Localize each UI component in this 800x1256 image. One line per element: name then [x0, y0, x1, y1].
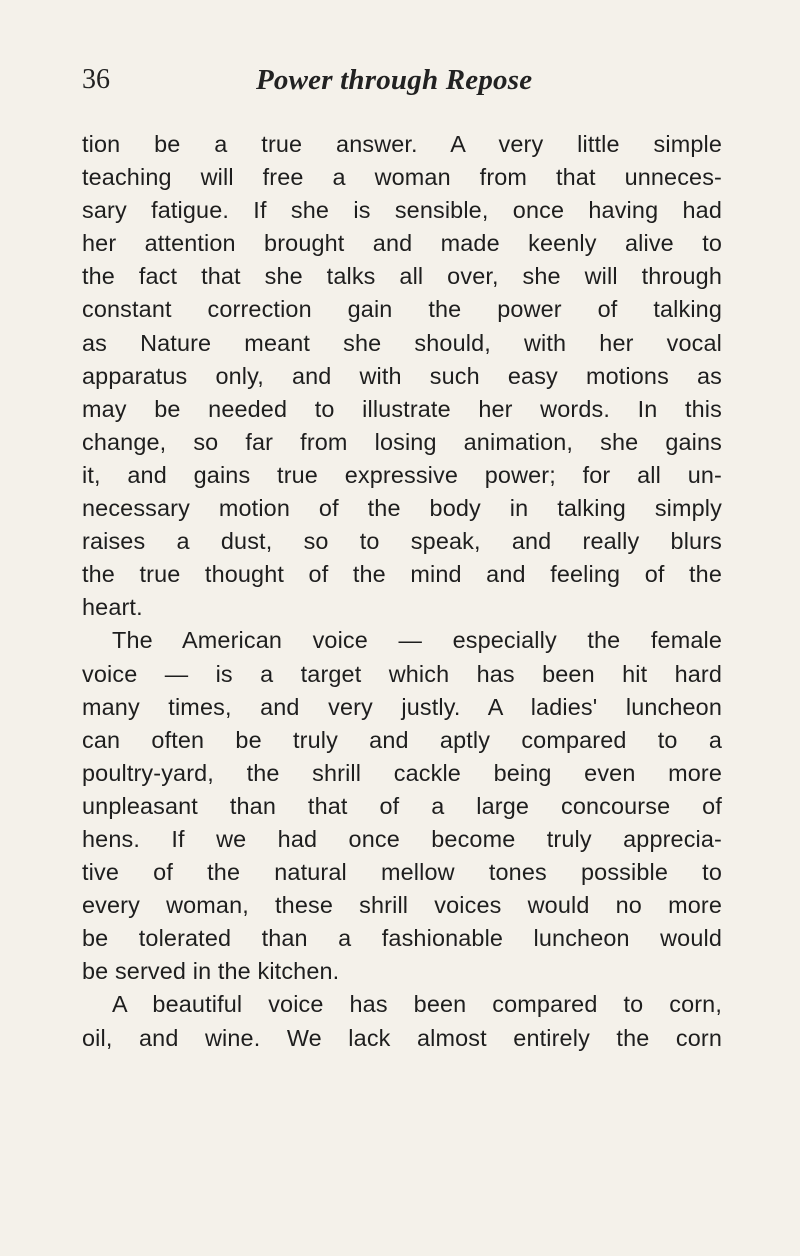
text-line: necessary motion of the body in talking simply: [82, 495, 722, 522]
text-line: teaching will free a woman from that unneces-: [82, 164, 722, 191]
text-line: apparatus only, and with such easy motions as: [82, 362, 722, 389]
text-line: it, and gains true expressive power; for all un-: [82, 461, 722, 488]
running-title: Power through Repose: [256, 64, 533, 96]
text-line: hens. If we had once become truly apprecia-: [82, 825, 722, 852]
text-line: her attention brought and made keenly alive to: [82, 230, 722, 257]
paragraph-first-line: The American voice — especially the female: [112, 627, 722, 654]
text-line: sary fatigue. If she is sensible, once having had: [82, 197, 722, 224]
text-line: oil, and wine. We lack almost entirely the corn: [82, 1024, 722, 1051]
text-line: heart.: [82, 594, 143, 621]
text-line: every woman, these shrill voices would no more: [82, 892, 722, 919]
body-text: [82, 128, 722, 1055]
page-number: 36: [82, 64, 110, 95]
text-line: the true thought of the mind and feeling of the: [82, 561, 722, 588]
text-line: be tolerated than a fashionable luncheon would: [82, 925, 722, 952]
text-line: the fact that she talks all over, she will through: [82, 263, 722, 290]
text-line: voice — is a target which has been hit hard: [82, 660, 722, 687]
paragraph-first-line: A beautiful voice has been compared to corn,: [112, 991, 722, 1018]
text-line: many times, and very justly. A ladies' luncheon: [82, 693, 722, 720]
text-line: can often be truly and aptly compared to a: [82, 726, 722, 753]
text-line: tion be a true answer. A very little simple: [82, 131, 722, 157]
text-line: constant correction gain the power of talking: [82, 296, 722, 323]
text-line: unpleasant than that of a large concourse of: [82, 792, 722, 819]
text-line: be served in the kitchen.: [82, 958, 340, 985]
text-line: as Nature meant she should, with her vocal: [82, 329, 722, 356]
text-line: tive of the natural mellow tones possible to: [82, 859, 722, 886]
text-line: change, so far from losing animation, she gains: [82, 428, 722, 455]
running-head: [82, 62, 722, 102]
text-line: poultry-yard, the shrill cackle being even more: [82, 759, 722, 786]
text-line: may be needed to illustrate her words. In this: [82, 395, 722, 422]
text-line: raises a dust, so to speak, and really blurs: [82, 528, 722, 555]
